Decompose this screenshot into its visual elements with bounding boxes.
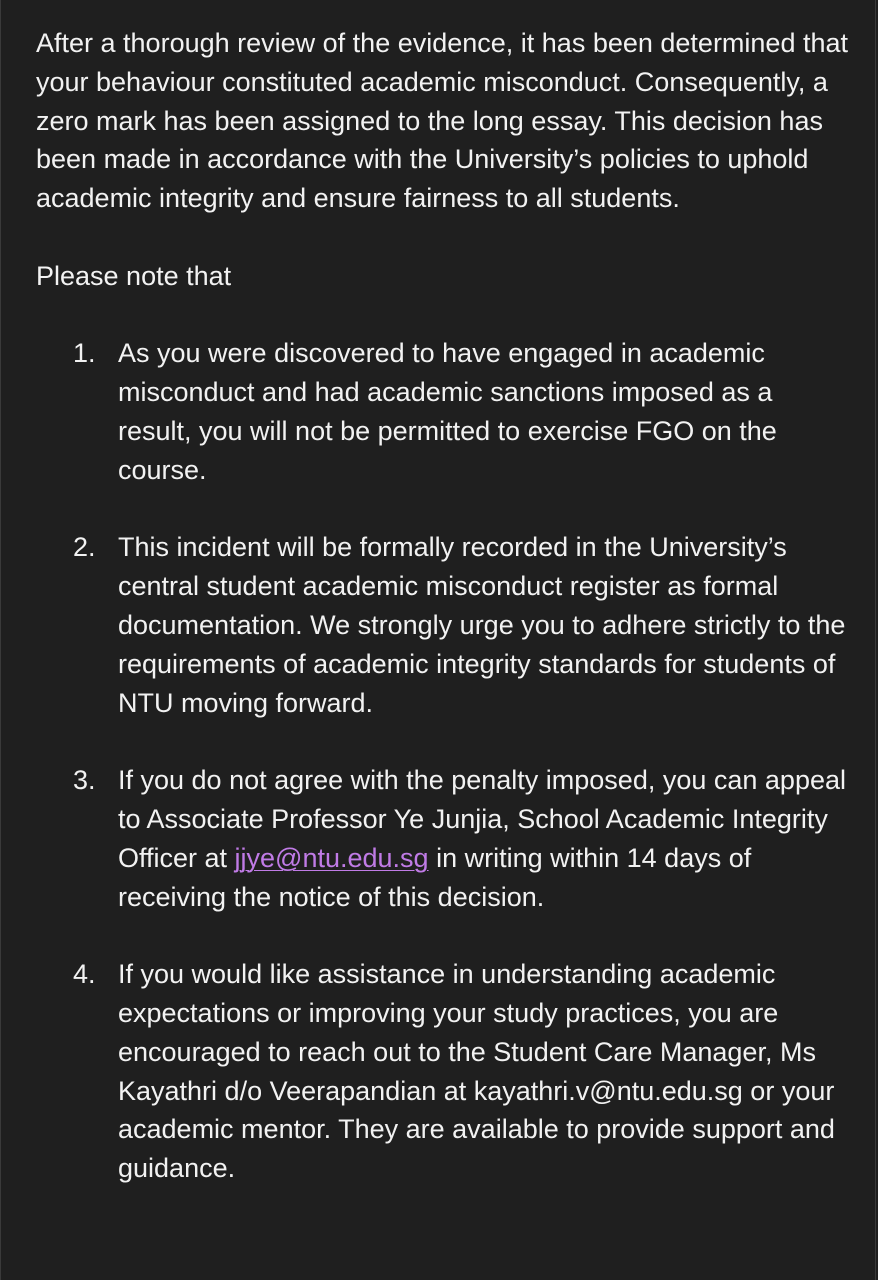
list-item bbox=[36, 955, 848, 1188]
email-body bbox=[36, 24, 848, 1227]
list-number: 4. bbox=[73, 959, 96, 990]
list-item-text-before: If you do not agree with the penalty imposed, you can appeal to Associate Professor Ye Junjia, School Academic Integrity Officer at bbox=[118, 765, 846, 873]
list-number: 3. bbox=[73, 765, 96, 796]
list-item bbox=[36, 761, 848, 916]
note-lead: Please note that bbox=[36, 260, 232, 291]
list-item bbox=[36, 334, 848, 489]
list-item-text: If you would like assistance in understanding academic expectations or improving your study practices, you are encouraged to reach out to the Student Care Manager, Ms Kayathri d/o Veerapandian at kayathri.v@ntu.edu.sg or your academic mentor. They are available to provide support and guidance. bbox=[118, 959, 835, 1184]
notes-list bbox=[36, 334, 848, 1188]
list-item-text: This incident will be formally recorded in the University’s central student academic misconduct register as formal documentation. We strongly urge you to adhere strictly to the requirements of academic integrity standards for students of NTU moving forward. bbox=[118, 532, 846, 718]
integrity-officer-email-link[interactable]: jjye@ntu.edu.sg bbox=[234, 842, 429, 873]
list-number: 2. bbox=[73, 532, 96, 563]
list-item-text-after: in writing within 14 days of receiving the notice of this decision. bbox=[118, 842, 752, 912]
list-item bbox=[36, 528, 848, 722]
list-item-text: As you were discovered to have engaged in academic misconduct and had academic sanctions imposed as a result, you will not be permitted to exercise FGO on the course. bbox=[118, 338, 777, 485]
intro-paragraph: After a thorough review of the evidence, it has been determined that your behaviour constituted academic misconduct. Consequently, a zero mark has been assigned to the long essay. This decision has been made in accordance with the University’s policies to uphold academic integrity and ensure fairness to all students. bbox=[36, 28, 849, 214]
list-number: 1. bbox=[73, 338, 96, 369]
